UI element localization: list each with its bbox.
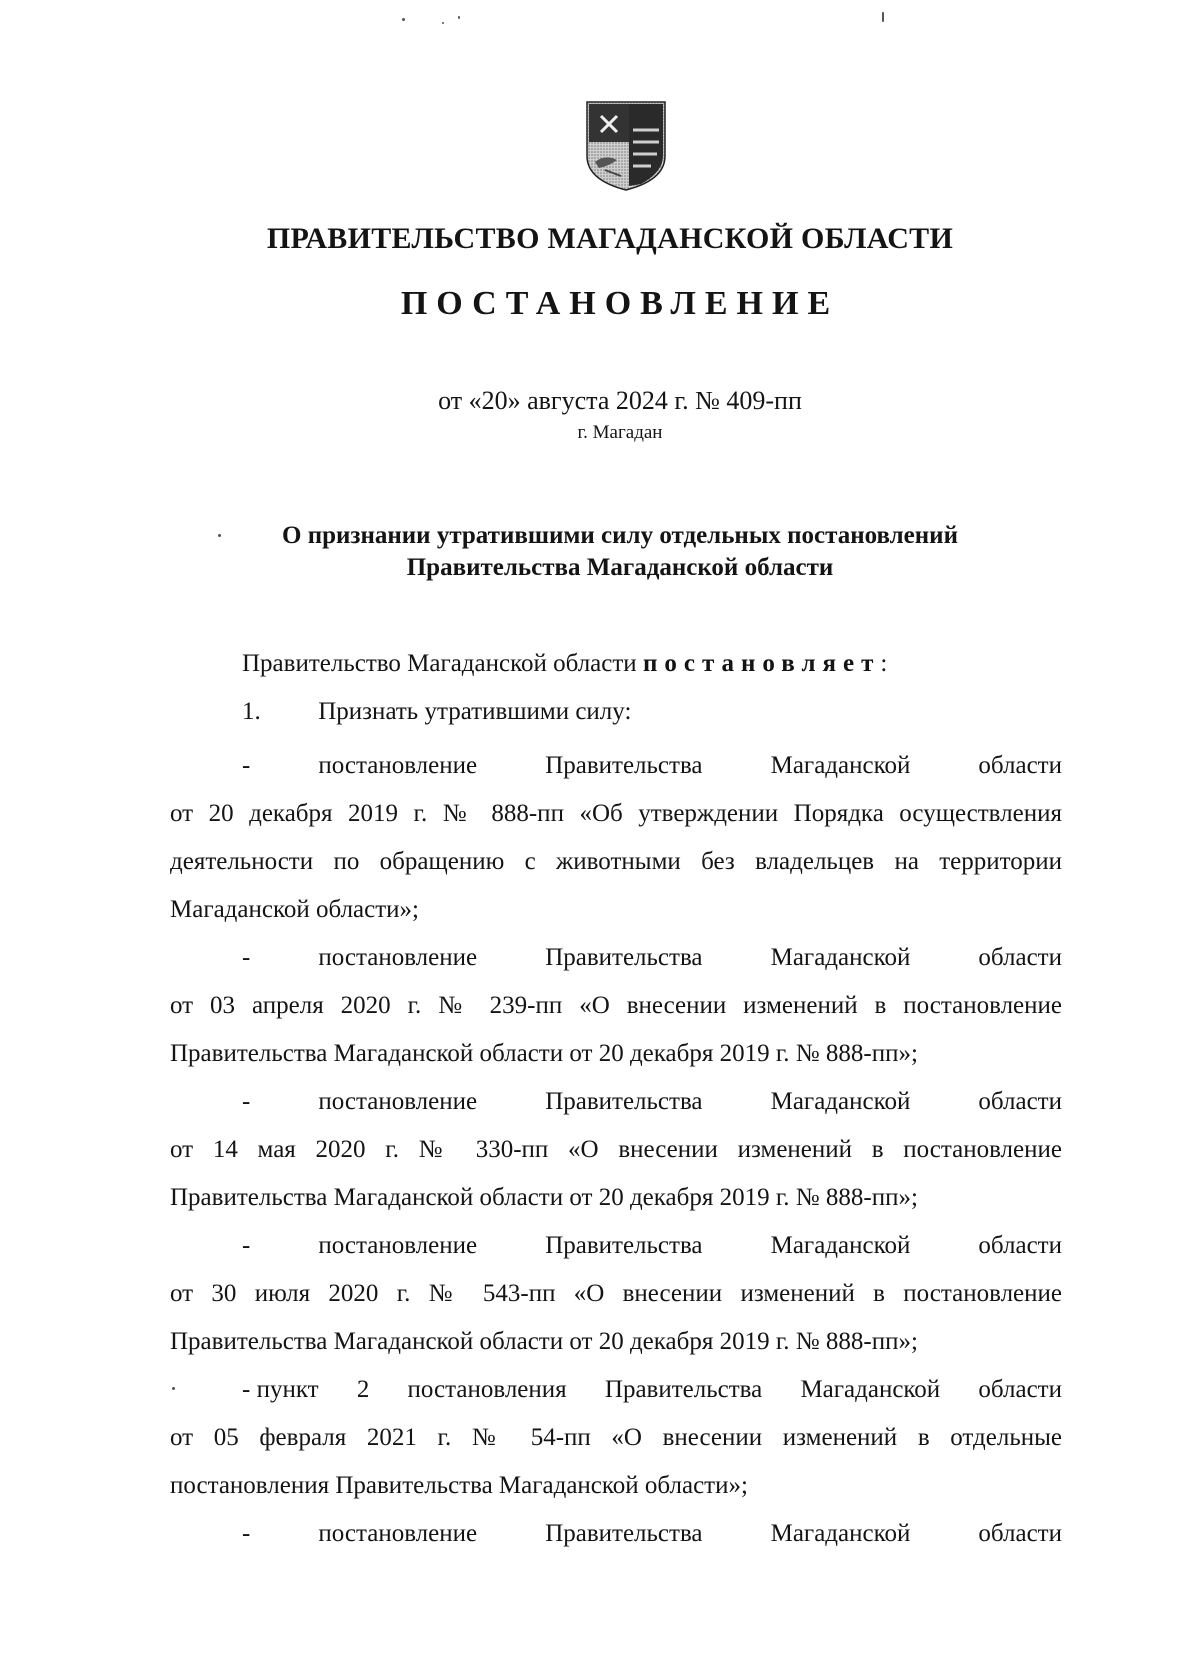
item-word: области — [978, 1376, 1062, 1403]
item-lead-line — [170, 1078, 1062, 1126]
list-item — [170, 1078, 1062, 1222]
item-word: области — [978, 752, 1062, 779]
coat-of-arms-emblem — [585, 100, 667, 192]
item-lead-line — [170, 742, 1062, 790]
scan-speck — [442, 22, 444, 24]
items-list — [170, 742, 1062, 1558]
item-line: Правительства Магаданской области от 20 декабря 2019 г. № 888-пп»; — [170, 1040, 918, 1067]
item-line: Правительства Магаданской области от 20 декабря 2019 г. № 888-пп»; — [170, 1328, 918, 1355]
item-word: постановления — [407, 1376, 567, 1403]
item-word: - — [242, 1520, 251, 1547]
item-word: постановление — [318, 1520, 478, 1547]
item-word: - — [242, 1232, 251, 1259]
item-word: области — [978, 944, 1062, 971]
item-word: Магаданской — [800, 1376, 941, 1403]
organization-title: ПРАВИТЕЛЬСТВО МАГАДАНСКОЙ ОБЛАСТИ — [266, 222, 954, 255]
scan-speck — [458, 16, 460, 19]
scan-speck — [172, 1387, 175, 1390]
list-item — [170, 1366, 1062, 1510]
item-word: Правительства — [545, 752, 703, 779]
clause-1 — [242, 698, 631, 726]
clause-number: 1. — [242, 698, 261, 725]
scan-speck — [402, 18, 405, 21]
item-word: Магаданской — [770, 1088, 911, 1115]
item-lead-line — [170, 934, 1062, 982]
item-line: Правительства Магаданской области от 20 декабря 2019 г. № 888-пп»; — [170, 1184, 918, 1211]
item-word: - — [242, 752, 251, 779]
item-word: постановление — [318, 1088, 478, 1115]
list-item — [170, 742, 1062, 934]
item-word: Магаданской — [770, 1232, 911, 1259]
scan-speck — [218, 534, 221, 537]
item-word: постановление — [318, 1232, 478, 1259]
city: г. Магадан — [577, 422, 663, 443]
clause-text: Признать утратившими силу: — [318, 698, 632, 725]
list-item — [170, 1510, 1062, 1558]
list-item — [170, 934, 1062, 1078]
item-lead-line — [170, 1222, 1062, 1270]
item-line: от 30 июля 2020 г. № 543-пп «О внесении изменений в постановление — [170, 1280, 1062, 1307]
item-word: - — [242, 1088, 251, 1115]
intro-text: Правительство Магаданской области — [242, 650, 637, 677]
item-lead-line — [170, 1366, 1062, 1414]
item-word: - пункт — [242, 1376, 319, 1403]
item-line: от 14 мая 2020 г. № 330-пп «О внесении изменений в постановление — [170, 1136, 1062, 1163]
item-line: постановления Правительства Магаданской области»; — [170, 1472, 748, 1499]
item-word: Магаданской — [770, 752, 911, 779]
item-word: Правительства — [545, 1232, 703, 1259]
item-line: Магаданской области»; — [170, 896, 419, 923]
item-line: от 05 февраля 2021 г. № 54-пп «О внесении изменений в отдельные — [170, 1424, 1062, 1451]
item-word: области — [978, 1520, 1062, 1547]
subject-line-1: О признании утратившими силу отдельных постановлений — [282, 522, 958, 549]
item-word: области — [978, 1232, 1062, 1259]
subject-line-2: Правительства Магаданской области — [406, 554, 834, 581]
item-line: деятельности по обращению с животными без владельцев на территории — [170, 848, 1062, 875]
item-word: постановление — [318, 752, 478, 779]
intro-colon: : — [880, 650, 888, 677]
document-subject — [0, 520, 1200, 584]
scan-speck — [882, 12, 884, 22]
item-word: Правительства — [545, 944, 703, 971]
list-item — [170, 1222, 1062, 1366]
item-word: области — [978, 1088, 1062, 1115]
item-line: от 20 декабря 2019 г. № 888-пп «Об утверждении Порядка осуществления — [170, 800, 1062, 827]
intro-paragraph — [242, 650, 887, 678]
item-line: от 03 апреля 2020 г. № 239-пп «О внесении изменений в постановление — [170, 992, 1062, 1019]
item-word: Магаданской — [770, 944, 911, 971]
document-type: ПОСТАНОВЛЕНИЕ — [400, 285, 840, 322]
date-number: от «20» августа 2024 г. № 409-пп — [438, 386, 802, 415]
item-lead-line — [170, 1510, 1062, 1558]
intro-verb: постановляет — [642, 650, 881, 677]
item-word: постановление — [318, 944, 478, 971]
item-word: Правительства — [545, 1088, 703, 1115]
item-word: Магаданской — [770, 1520, 911, 1547]
item-word: Правительства — [604, 1376, 763, 1403]
item-word: - — [242, 944, 251, 971]
item-word: Правительства — [545, 1520, 703, 1547]
item-word: 2 — [356, 1376, 370, 1403]
